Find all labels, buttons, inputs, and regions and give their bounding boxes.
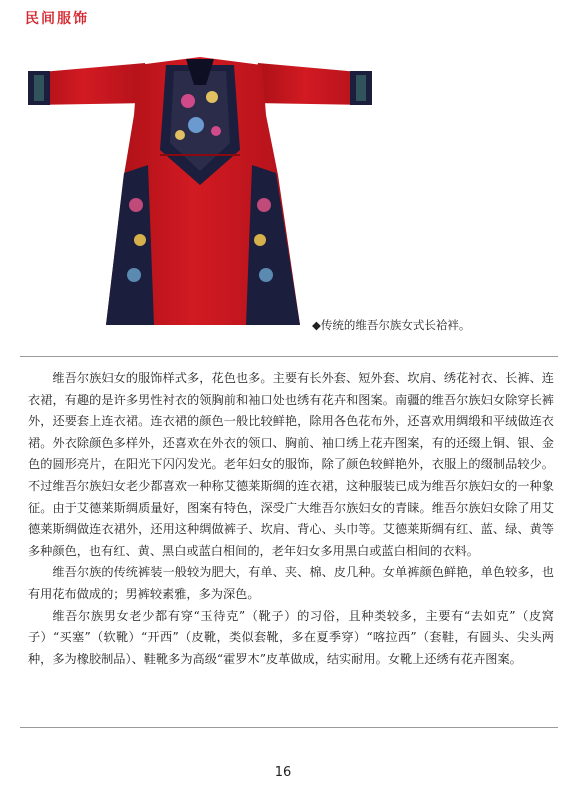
article-body xyxy=(28,368,554,670)
bottom-divider xyxy=(20,727,558,728)
figure-caption: ◆传统的维吾尔族女式长袷袢。 xyxy=(312,318,471,332)
top-divider xyxy=(20,356,558,357)
robe-illustration xyxy=(20,55,380,345)
section-header: 民间服饰 xyxy=(25,11,89,27)
paragraph-3: 维吾尔族男女老少都有穿“玉待克”（靴子）的习俗，且种类较多，主要有“去如克”（皮窝子）“买塞”（软靴）“开西”（皮靴，类似套靴，多在夏季穿）“喀拉西”（套鞋，有圆头、尖头两种，多为橡胶制品）、鞋靴多为高级“霍罗木”皮革做成，结实耐用。女靴上还绣有花卉图案。 xyxy=(28,608,554,666)
paragraph-1: 维吾尔族妇女的服饰样式多，花色也多。主要有长外套、短外套、坎肩、绣花衬衣、长裤、连衣裙，有趣的是许多男性衬衣的领胸前和袖口处也绣有花卉和图案。南疆的维吾尔族妇女除穿长裤外，还要套上连衣裙。连衣裙的颜色一般比较鲜艳，除用各色花布外，还喜欢用绸缎和平绒做连衣裙。外衣除颜色多样外，还喜欢在外衣的领口、胸前、袖口绣上花卉图案，有的还缀上铜、银、金色的圆形亮片，在阳光下闪闪发光。老年妇女的服饰，除了颜色较鲜艳外，衣服上的缀制品较少。不过维吾尔族妇女老少都喜欢一种称艾德莱斯绸的连衣裙，这种服装已成为维吾尔族妇女的一种象征。由于艾德莱斯绸质量好，图案有特色，深受广大维吾尔族妇女的青睐。维吾尔族妇女除了用艾德莱斯绸做连衣裙外，还用这种绸做裤子、坎肩、背心、头巾等。艾德莱斯绸有红、蓝、绿、黄等多种颜色，也有红、黄、黑白或蓝白相间的，老年妇女多用黑白或蓝白相间的衣料。 xyxy=(28,371,554,558)
robe-photo xyxy=(20,55,380,345)
paragraph-2: 维吾尔族的传统裤装一般较为肥大，有单、夹、棉、皮几种。女单裤颜色鲜艳，单色较多，也有用花布做成的；男裤较素雅，多为深色。 xyxy=(28,565,554,601)
page-number: 16 xyxy=(274,765,292,780)
